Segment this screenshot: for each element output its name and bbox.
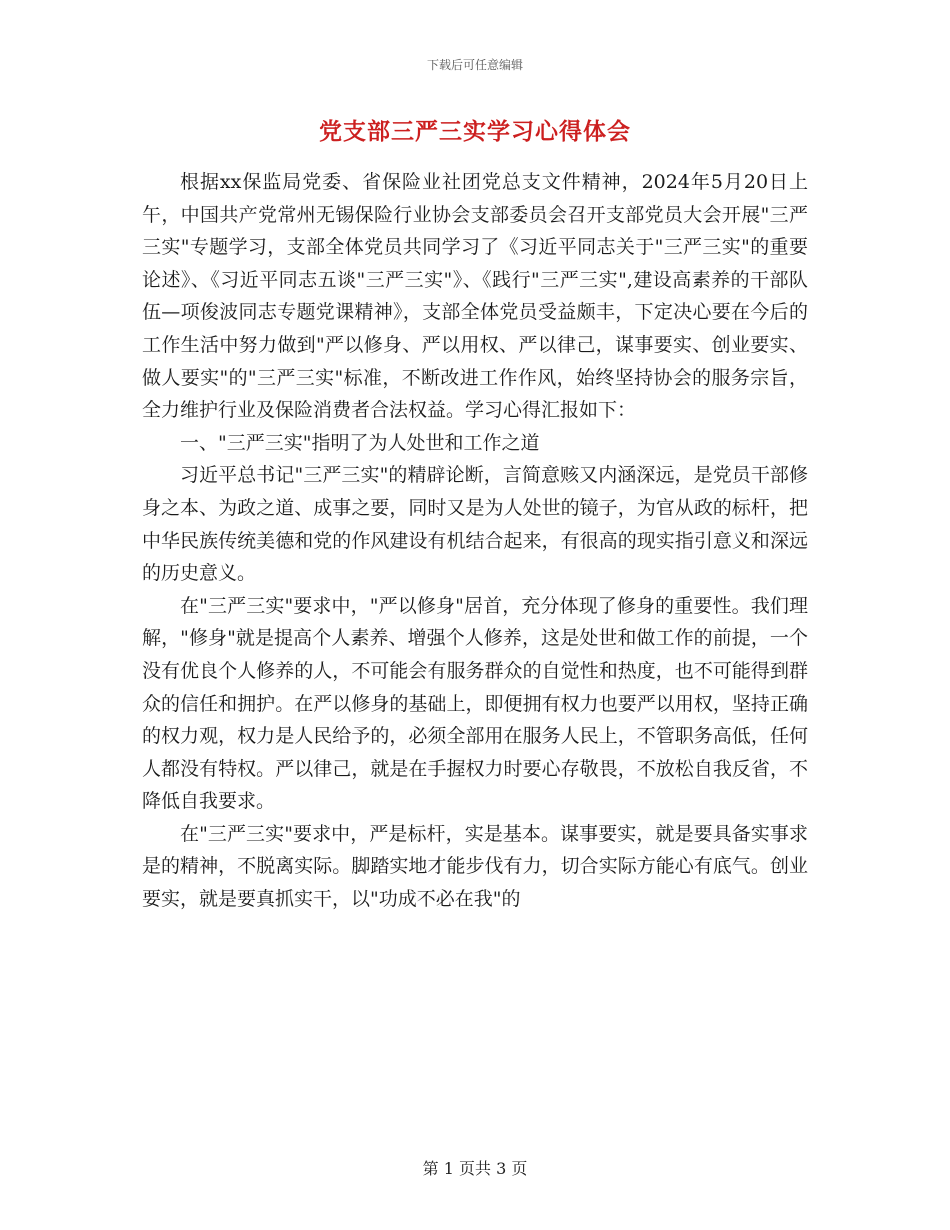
paragraph: 习近平总书记"三严三实"的精辟论断，言简意赅又内涵深远，是党员干部修身之本、为政之道、成事之要，同时又是为人处世的镜子，为官从政的标杆，把中华民族传统美德和党的作风建设有机结合起来，有很高的现实指引意义和深远的历史意义。	[142, 464, 808, 585]
section-heading-1: 一、"三严三实"指明了为人处世和工作之道	[180, 431, 540, 454]
header-note: 下载后可任意编辑	[426, 58, 523, 72]
document-title: 党支部三严三实学习心得体会	[319, 118, 631, 145]
paragraph-intro: 根据xx保监局党委、省保险业社团党总支文件精神，2024年5月20日上午，中国共产党常州无锡保险行业协会支部委员会召开支部党员大会开展"三严三实"专题学习，支部全体党员共同学习了《习近平同志关于"三严三实"的重要论述》、《习近平同志五谈"三严三实"》、《践行"三严三实",建设高素养的干部队伍—项俊波同志专题党课精神》，支部全体党员受益颇丰，下定决心要在今后的工作生活中努力做到"严以修身、严以用权、严以律己，谋事要实、创业要实、做人要实"的"三严三实"标准，不断改进工作作风，始终坚持协会的服务宗旨，全力维护行业及保险消费者合法权益。学习心得汇报如下：	[142, 171, 808, 422]
paragraph: 在"三严三实"要求中，"严以修身"居首，充分体现了修身的重要性。我们理解，"修身"就是提高个人素养、增强个人修养，这是处世和做工作的前提，一个没有优良个人修养的人，不可能会有服务群众的自觉性和热度，也不可能得到群众的信任和拥护。在严以修身的基础上，即便拥有权力也要严以用权，坚持正确的权力观，权力是人民给予的，必须全部用在服务人民上，不管职务高低，任何人都没有特权。严以律己，就是在手握权力时要心存敬畏，不放松自我反省，不降低自我要求。	[142, 594, 808, 813]
page-footer: 第 1 页共 3 页	[422, 1159, 528, 1178]
document-body	[142, 166, 808, 916]
paragraph: 在"三严三实"要求中，严是标杆，实是基本。谋事要实，就是要具备实事求是的精神，不脱离实际。脚踏实地才能步伐有力，切合实际方能心有底气。创业要实，就是要真抓实干，以"功成不必在我"的	[142, 822, 808, 911]
